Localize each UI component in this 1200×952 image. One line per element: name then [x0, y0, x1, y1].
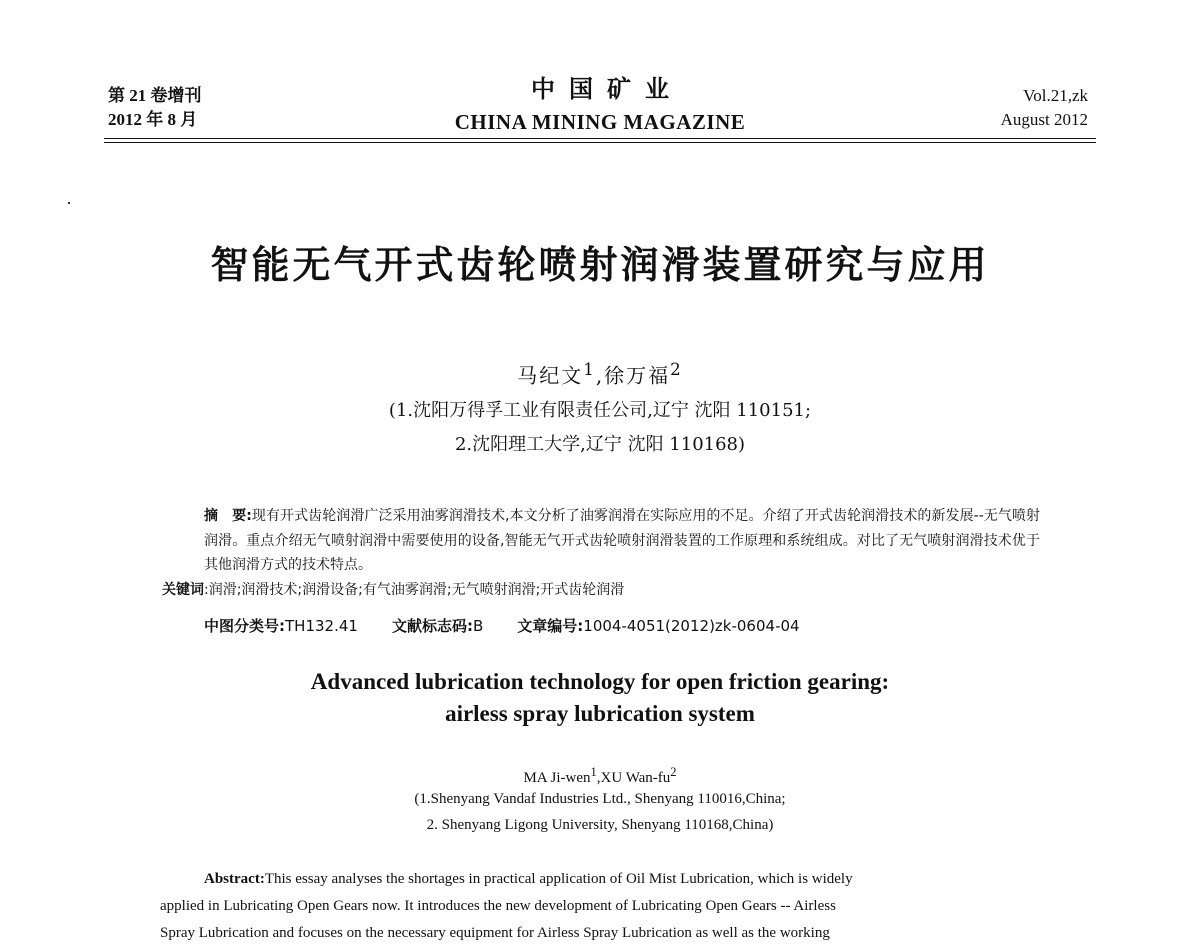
author-1-en: MA Ji-wen [523, 770, 591, 786]
affiliations-cn [0, 394, 1200, 462]
abstract-cn-block [162, 504, 1040, 602]
header-rule-thick [104, 138, 1096, 139]
affiliation-cn-1: (1.沈阳万得孚工业有限责任公司,辽宁 沈阳 110151; [388, 400, 812, 421]
abstract-en-text-1: This essay analyses the shortages in practical application of Oil Mist Lubrication, which is widely [264, 871, 853, 887]
affiliation-en-1: (1.Shenyang Vandaf Industries Ltd., Shenyang 110016,China; [414, 791, 786, 807]
abstract-en-label: Abstract [204, 871, 260, 887]
keywords-colon: : [204, 581, 209, 598]
title-en-line-1: Advanced lubrication technology for open friction gearing: [310, 669, 890, 694]
keywords-cn [162, 578, 1040, 603]
article-no-value: 1004-4051(2012)zk-0604-04 [583, 617, 800, 635]
affiliations-en [0, 786, 1200, 838]
scan-speck [68, 202, 70, 204]
abstract-en-line-2: applied in Lubricating Open Gears now. It introduces the new development of Lubricating Open Gears -- Airless [160, 898, 836, 914]
clc-value: TH132.41 [285, 617, 358, 635]
abstract-en-colon: : [259, 871, 265, 887]
affiliation-en-2: 2. Shenyang Ligong University, Shenyang 110168,China) [426, 817, 774, 833]
clc-label: 中图分类号 [204, 617, 280, 635]
header-left [108, 84, 202, 132]
abstract-cn [162, 504, 1040, 578]
abstract-en-line-1 [160, 866, 1042, 893]
doc-code-label: 文献标志码 [391, 617, 467, 635]
volume-en: Vol.21,zk [1023, 86, 1088, 105]
paper-title-cn: 智能无气开式齿轮喷射润滑装置研究与应用 [210, 242, 990, 287]
paper-title-en [0, 666, 1200, 730]
affiliation-cn-2: 2.沈阳理工大学,辽宁 沈阳 110168) [454, 434, 746, 455]
author-separator: , [595, 363, 605, 388]
issue-cn: 第 21 卷增刊 [108, 86, 202, 105]
header-rule-thin [104, 142, 1096, 143]
journal-name-en: CHINA MINING MAGAZINE [454, 110, 746, 134]
title-en-line-2: airless spray lubrication system [445, 701, 755, 726]
abstract-en [160, 866, 1042, 947]
author-1-cn: 马纪文 [517, 363, 584, 388]
journal-name-cn: 中国矿业 [531, 75, 683, 103]
abstract-cn-colon: : [246, 508, 252, 524]
author-en-separator: , [596, 770, 601, 786]
keywords-label: 关键词 [162, 581, 204, 598]
date-en: August 2012 [1000, 110, 1088, 129]
author-1-en-affil-mark: 1 [590, 765, 597, 779]
abstract-cn-label: 摘 要 [204, 508, 247, 524]
authors-cn [0, 356, 1200, 390]
author-1-affil-mark: 1 [583, 360, 596, 379]
abstract-en-line-3: Spray Lubrication and focuses on the necessary equipment for Airless Spray Lubrication as well as the working [160, 925, 830, 941]
doc-code-colon: : [466, 617, 473, 635]
author-2-cn: 徐万福 [604, 363, 671, 388]
doc-code-value: B [472, 617, 484, 635]
journal-masthead [400, 74, 800, 136]
keywords-text: 润滑;润滑技术;润滑设备;有气油雾润滑;无气喷射润滑;开式齿轮润滑 [208, 581, 625, 598]
author-2-en: XU Wan-fu [600, 770, 671, 786]
header-right [1001, 84, 1088, 132]
clc-colon: : [279, 617, 286, 635]
article-no-colon: : [577, 617, 584, 635]
article-no-label: 文章编号 [517, 617, 578, 635]
classification-line [204, 614, 800, 638]
author-2-affil-mark: 2 [670, 360, 683, 379]
abstract-cn-text: 现有开式齿轮润滑广泛采用油雾润滑技术,本文分析了油雾润滑在实际应用的不足。介绍了开式齿轮润滑技术的新发展--无气喷射润滑。重点介绍无气喷射润滑中需要使用的设备,智能无气开式齿轮喷射润滑装置的工作原理和系统组成。对比了无气喷射润滑技术优于其他润滑方式的技术特点。 [204, 508, 1040, 573]
date-cn: 2012 年 8 月 [108, 110, 198, 129]
author-2-en-affil-mark: 2 [670, 765, 677, 779]
